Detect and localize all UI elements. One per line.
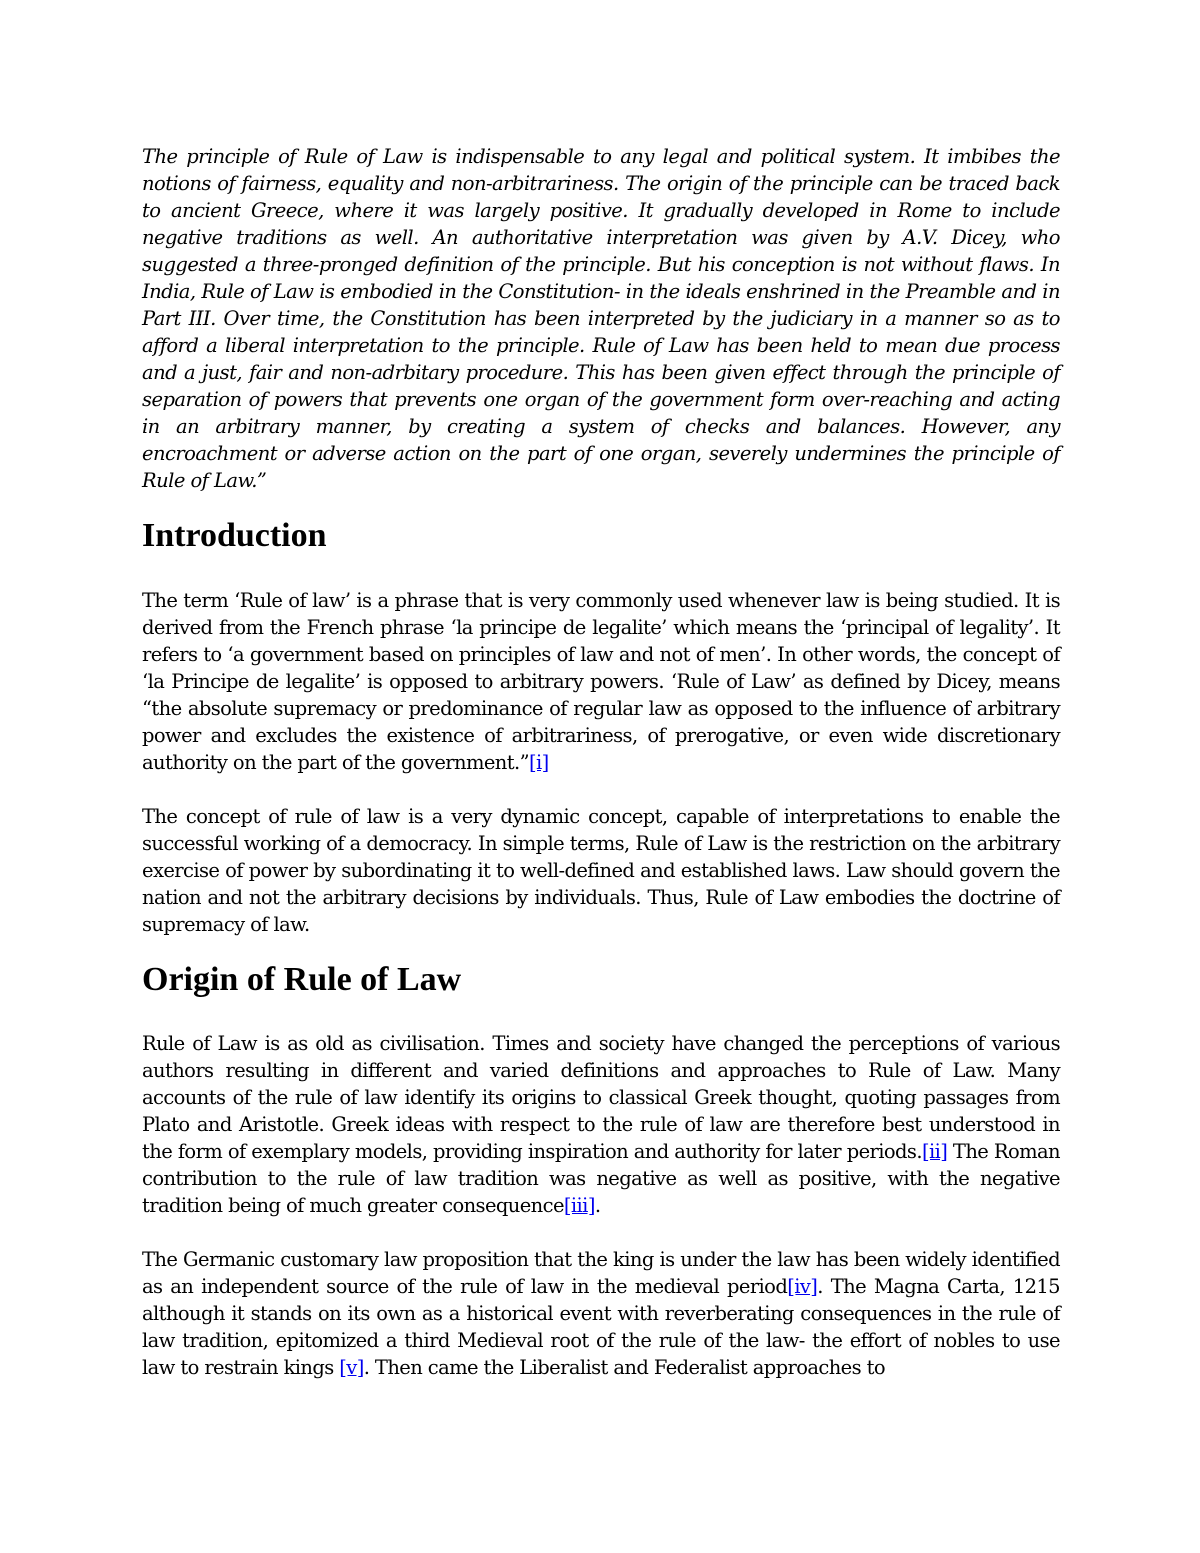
- paragraph-text: The Germanic customary law proposition that the king is under the law has been widely identified as an independent source of the rule of law in the medieval period: [142, 1248, 1060, 1298]
- abstract-paragraph: The principle of Rule of Law is indispensable to any legal and political system. It imbibes the notions of fairness, equality and non-arbitrariness. The origin of the principle can be traced back to ancient Greece, where it was largely positive. It gradually developed in Rome to include negative traditions as well. An authoritative interpretation was given by A.V. Dicey, who suggested a three-pronged definition of the principle. But his conception is not without flaws. In India, Rule of Law is embodied in the Constitution- in the ideals enshrined in the Preamble and in Part III. Over time, the Constitution has been interpreted by the judiciary in a manner so as to afford a liberal interpretation to the principle. Rule of Law has been held to mean due process and a just, fair and non-adrbitary procedure. This has been given effect through the principle of separation of powers that prevents one organ of the government form over-reaching and acting in an arbitrary manner, by creating a system of checks and balances. However, any encroachment or adverse action on the part of one organ, severely undermines the principle of Rule of Law.”: [142, 145, 1060, 492]
- paragraph-text: The term ‘Rule of law’ is a phrase that is very commonly used whenever law is being studied. It is derived from the French phrase ‘la principe de legalite’ which means the ‘principal of legality’. It refers to ‘a government based on principles of law and not of men’. In other words, the concept of ‘la Principe de legalite’ is opposed to arbitrary powers. ‘Rule of Law’ as defined by Dicey, means “the absolute supremacy or predominance of regular law as opposed to the influence of arbitrary power and excludes the existence of arbitrariness, of prerogative, or even wide discretionary authority on the part of the government.”: [142, 589, 1060, 774]
- paragraph-text: . The Magna Carta, 1215 although it stands on its own as a historical event with reverberating consequences in the rule of law tradition, epitomized a third Medieval root of the rule of the law- the effort of nobles to use law to restrain kings: [142, 1275, 1060, 1379]
- origin-heading: Origin of Rule of Law: [142, 961, 462, 998]
- paragraph-text: Rule of Law is as old as civilisation. Times and society have changed the perceptions of various authors resulting in different and varied definitions and approaches to Rule of Law. Many accounts of the rule of law identify its origins to classical Greek thought, quoting passages from Plato and Aristotle. Greek ideas with respect to the rule of law are therefore best understood in the form of exemplary models, providing inspiration and authority for later periods.: [142, 1032, 1060, 1163]
- paragraph-text: . Then came the Liberalist and Federalist approaches to: [363, 1356, 885, 1379]
- introduction-paragraph-2: The concept of rule of law is a very dynamic concept, capable of interpretations to enable the successful working of a democracy. In simple terms, Rule of Law is the restriction on the arbitrary exercise of power by subordinating it to well-defined and established laws. Law should govern the nation and not the arbitrary decisions by individuals. Thus, Rule of Law embodies the doctrine of supremacy of law.: [142, 805, 1060, 936]
- footnote-link-iii[interactable]: [iii]: [563, 1194, 595, 1217]
- footnote-link-v[interactable]: [v]: [339, 1356, 364, 1379]
- footnote-link-ii[interactable]: [ii]: [921, 1140, 948, 1163]
- introduction-heading: Introduction: [142, 517, 327, 554]
- document-page: [142, 143, 1060, 1381]
- origin-paragraph-2: [142, 1246, 1060, 1381]
- footnote-link-i[interactable]: [i]: [528, 751, 549, 774]
- origin-paragraph-1: [142, 1030, 1060, 1219]
- paragraph-text: The Roman contribution to the rule of law tradition was negative as well as positive, with the negative tradition being of much greater consequence: [142, 1140, 1060, 1217]
- introduction-paragraph-1: [142, 587, 1060, 776]
- footnote-link-iv[interactable]: [iv]: [787, 1275, 818, 1298]
- paragraph-text: .: [594, 1194, 601, 1217]
